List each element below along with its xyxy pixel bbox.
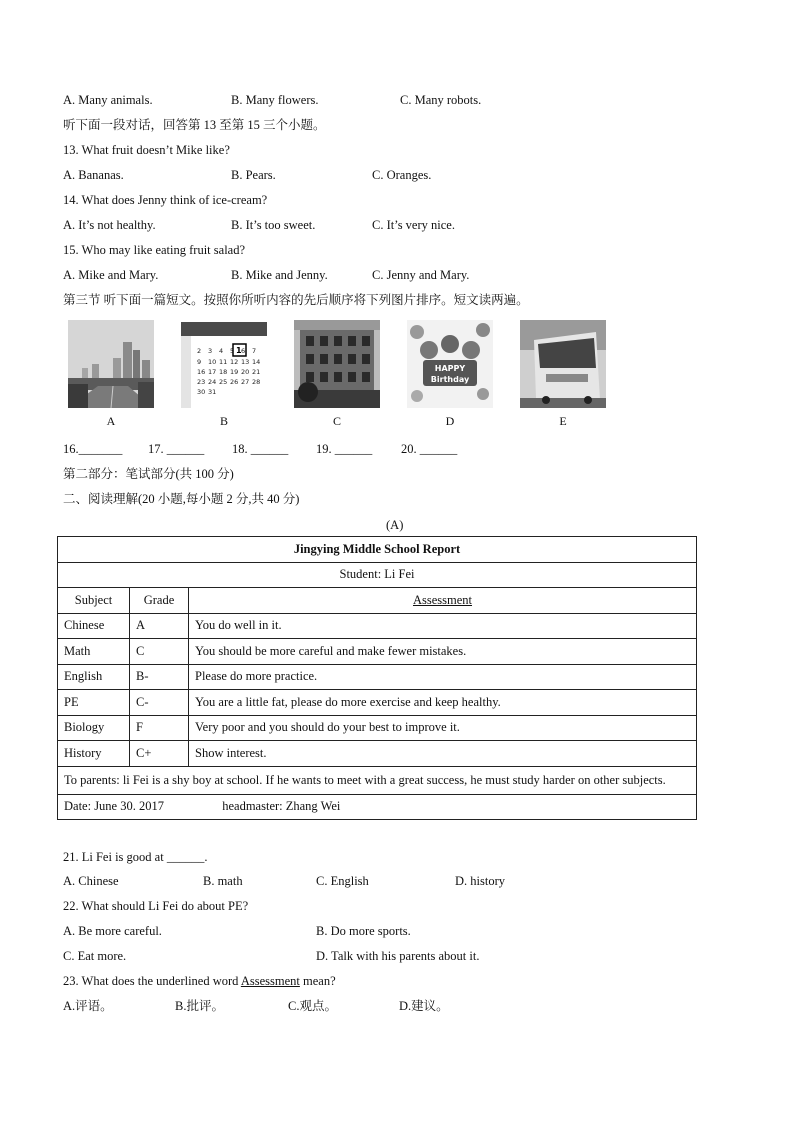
row-grade: B- [130, 664, 189, 690]
q15-option-b: B. Mike and Jenny. [231, 268, 328, 282]
blank-18: 18. ______ [232, 442, 289, 456]
report-note: To parents: li Fei is a shy boy at school. If he wants to meet with a great success, he must study harder on other subjects. [58, 766, 697, 794]
row-grade: F [130, 715, 189, 741]
row-grade: C [130, 639, 189, 665]
school-report-table [57, 536, 697, 820]
calendar-day: 21 [252, 368, 261, 376]
picture-c-label: C [332, 414, 341, 428]
q21-question: 21. Li Fei is good at ______. [63, 850, 208, 864]
q22-option-b: B. Do more sports. [316, 924, 411, 938]
q15-option-c: C. Jenny and Mary. [372, 268, 470, 282]
calendar-day: 4 [219, 347, 224, 355]
table-row [58, 613, 697, 639]
calendar-day: 9 [197, 358, 202, 366]
reading-section-title: 二、阅读理解(20 小题,每小题 2 分,共 40 分) [63, 492, 300, 506]
part2-title: 第二部分：笔试部分(共 100 分) [63, 467, 234, 481]
picture-d-label: D [445, 414, 455, 428]
table-row [58, 715, 697, 741]
q15-option-a: A. Mike and Mary. [63, 268, 159, 282]
dialog-instruction: 听下面一段对话，回答第 13 至第 15 三个小题。 [63, 118, 326, 132]
q14-option-c: C. It’s very nice. [372, 218, 455, 232]
header-assessment: Assessment [412, 592, 473, 607]
calendar-day: 12 [230, 358, 239, 366]
q13-option-c: C. Oranges. [372, 168, 432, 182]
header-subject: Subject [58, 588, 130, 614]
q12-option-c: C. Many robots. [400, 93, 482, 107]
q22-option-c: C. Eat more. [63, 949, 127, 963]
q12-option-b: B. Many flowers. [231, 93, 319, 107]
header-grade: Grade [130, 588, 189, 614]
row-assessment: Please do more practice. [189, 664, 697, 690]
calendar-day: 28 [252, 378, 261, 386]
q21-option-c: C. English [316, 874, 369, 888]
calendar-day: 30 [197, 388, 206, 396]
picture-a-label: A [106, 414, 116, 428]
picture-e-label: E [559, 414, 567, 428]
table-row [58, 690, 697, 716]
calendar-day: 20 [241, 368, 250, 376]
passage-label: (A) [386, 518, 404, 532]
report-headmaster: headmaster: Zhang Wei [222, 799, 341, 814]
row-subject: PE [58, 690, 130, 716]
q14-option-b: B. It’s too sweet. [231, 218, 316, 232]
q21-option-a: A. Chinese [63, 874, 119, 888]
q14-question: 14. What does Jenny think of ice-cream? [63, 193, 268, 207]
calendar-day: 23 [197, 378, 206, 386]
picture-b-calendar [181, 320, 267, 408]
q21-option-b: B. math [203, 874, 243, 888]
row-subject: Biology [58, 715, 130, 741]
row-grade: A [130, 613, 189, 639]
calendar-day: 26 [230, 378, 239, 386]
calendar-day: 24 [208, 378, 217, 386]
report-title: Jingying Middle School Report [58, 537, 697, 563]
svg-text:1: 1 [236, 346, 242, 355]
row-assessment: You should be more careful and make fewer mistakes. [189, 639, 697, 665]
calendar-day: 10 [208, 358, 217, 366]
calendar-day: 7 [252, 347, 257, 355]
svg-text:HAPPY: HAPPY [434, 364, 466, 373]
q22-question: 22. What should Li Fei do about PE? [63, 899, 249, 913]
q22-option-d: D. Talk with his parents about it. [316, 949, 480, 963]
q23-option-c: C.观点。 [288, 999, 337, 1013]
table-row [58, 741, 697, 767]
blank-16: 16._______ [63, 442, 123, 456]
calendar-day: 19 [230, 368, 239, 376]
picture-a-city [68, 320, 154, 408]
blank-17: 17. ______ [148, 442, 205, 456]
q23-option-b: B.批评。 [175, 999, 224, 1013]
q12-option-a: A. Many animals. [63, 93, 153, 107]
table-row [58, 639, 697, 665]
row-subject: English [58, 664, 130, 690]
q23-option-d: D.建议。 [399, 999, 449, 1013]
q14-option-a: A. It’s not healthy. [63, 218, 156, 232]
q23-question-post: mean? [299, 974, 336, 988]
q13-option-b: B. Pears. [231, 168, 276, 182]
calendar-day: 13 [241, 358, 250, 366]
picture-c-building [294, 320, 380, 408]
calendar-day: 5 [230, 347, 235, 355]
table-row [58, 664, 697, 690]
calendar-day: 3 [208, 347, 213, 355]
calendar-day: 17 [208, 368, 217, 376]
row-subject: Chinese [58, 613, 130, 639]
row-assessment: Show interest. [189, 741, 697, 767]
section3-instruction: 第三节 听下面一篇短文。按照你所听内容的先后顺序将下列图片排序。短文读两遍。 [63, 293, 529, 307]
calendar-day: 14 [252, 358, 261, 366]
row-subject: Math [58, 639, 130, 665]
q21-option-d: D. history [455, 874, 505, 888]
row-grade: C+ [130, 741, 189, 767]
q15-question: 15. Who may like eating fruit salad? [63, 243, 246, 257]
row-assessment: You do well in it. [189, 613, 697, 639]
calendar-day: 25 [219, 378, 228, 386]
row-subject: History [58, 741, 130, 767]
calendar-day: 16 [197, 368, 206, 376]
calendar-day: 18 [219, 368, 228, 376]
calendar-day: 6 [241, 347, 246, 355]
q13-question: 13. What fruit doesn’t Mike like? [63, 143, 230, 157]
report-student: Student: Li Fei [58, 562, 697, 588]
q22-option-a: A. Be more careful. [63, 924, 162, 938]
svg-text:Birthday: Birthday [430, 375, 470, 384]
q13-option-a: A. Bananas. [63, 168, 124, 182]
calendar-day: 2 [197, 347, 202, 355]
blank-20: 20. ______ [401, 442, 458, 456]
row-assessment: You are a little fat, please do more exercise and keep healthy. [189, 690, 697, 716]
q23-underlined-word: Assessment [240, 974, 300, 988]
report-date: Date: June 30. 2017 [64, 799, 164, 814]
blank-19: 19. ______ [316, 442, 373, 456]
calendar-day: 27 [241, 378, 250, 386]
picture-d-birthday [407, 320, 493, 408]
q23-question-pre: 23. What does the underlined word [63, 974, 241, 988]
row-grade: C- [130, 690, 189, 716]
calendar-day: 31 [208, 388, 217, 396]
q23-option-a: A.评语。 [63, 999, 113, 1013]
report-footer [58, 794, 697, 820]
calendar-day: 11 [219, 358, 228, 366]
q23-question [63, 973, 336, 989]
picture-e-bus [520, 320, 606, 408]
row-assessment: Very poor and you should do your best to improve it. [189, 715, 697, 741]
picture-b-label: B [219, 414, 228, 428]
